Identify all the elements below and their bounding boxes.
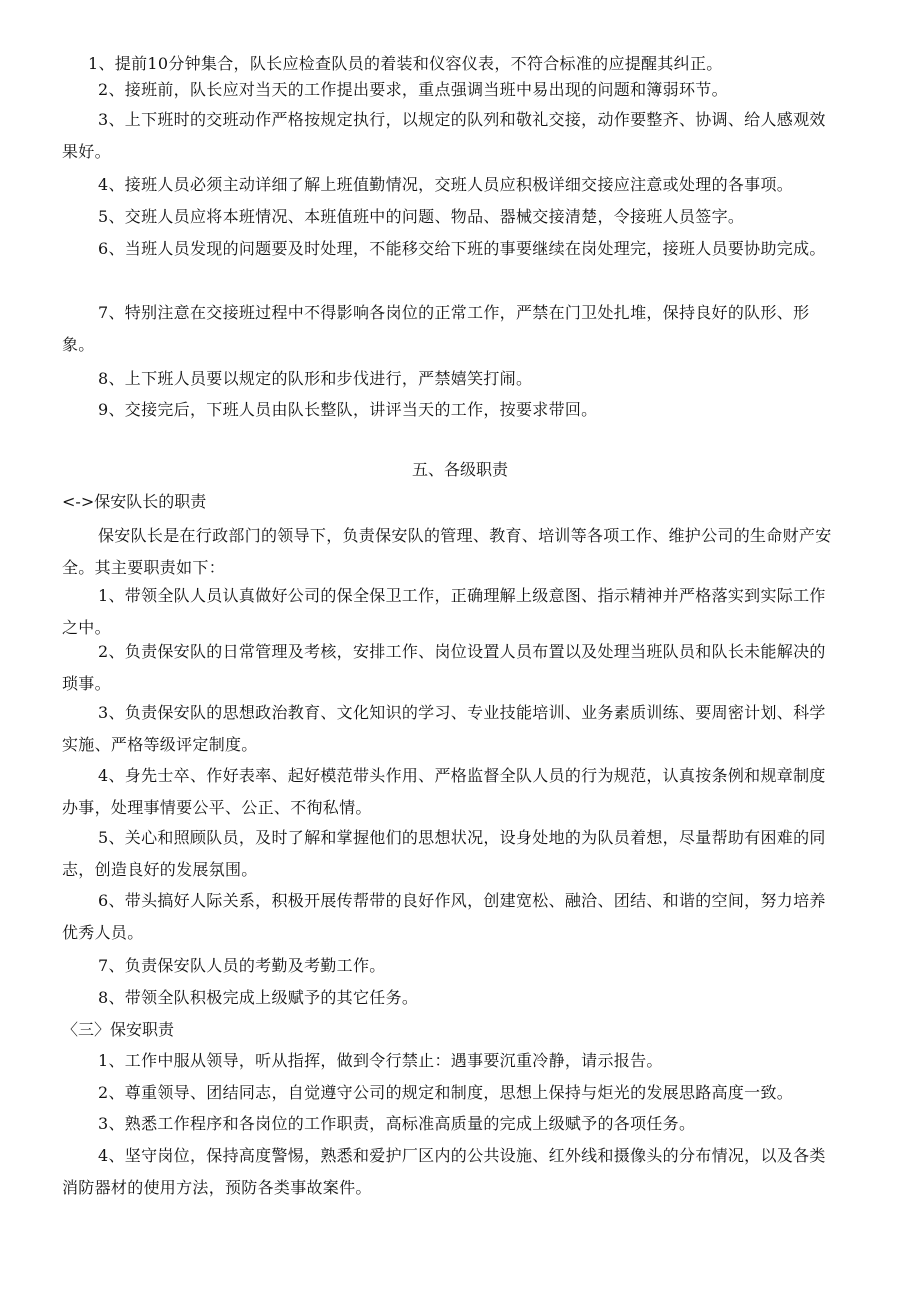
guard-item-3: 3、熟悉工作程序和各岗位的工作职责，高标准高质量的完成上级赋予的各项任务。 bbox=[98, 1114, 696, 1133]
captain-intro: 保安队长是在行政部门的领导下，负责保安队的管理、教育、培训等各项工作、维护公司的生命财产安全。其主要职责如下： bbox=[62, 526, 832, 577]
captain-heading: <->保安队长的职责 bbox=[62, 492, 207, 511]
guard-item-2: 2、尊重领导、团结同志，自觉遵守公司的规定和制度，思想上保持与炬光的发展思路高度一致。 bbox=[98, 1083, 794, 1102]
rule-9: 9、交接完后，下班人员由队长整队，讲评当天的工作，按要求带回。 bbox=[98, 400, 598, 419]
guard-heading: 〈三〉保安职责 bbox=[62, 1020, 175, 1039]
captain-item-6: 6、带头搞好人际关系，积极开展传帮带的良好作风，创建宽松、融洽、团结、和谐的空间，努力培养优秀人员。 bbox=[62, 891, 826, 942]
captain-item-1: 1、带领全队人员认真做好公司的保全保卫工作，正确理解上级意图、指示精神并严格落实到实际工作之中。 bbox=[62, 586, 826, 637]
captain-item-5: 5、关心和照顾队员，及时了解和掌握他们的思想状况，设身处地的为队员着想，尽量帮助有困难的同志，创造良好的发展氛围。 bbox=[62, 828, 826, 879]
rule-1: 1、提前10分钟集合，队长应检查队员的着装和仪容仪表，不符合标准的应提醒其纠正。 bbox=[88, 54, 723, 73]
rule-6: 6、当班人员发现的问题要及时处理，不能移交给下班的事要继续在岗处理完，接班人员要协助完成。 bbox=[98, 239, 826, 258]
rule-7: 7、特别注意在交接班过程中不得影响各岗位的正常工作，严禁在门卫处扎堆，保持良好的队形、形象。 bbox=[62, 303, 810, 354]
rule-3: 3、上下班时的交班动作严格按规定执行，以规定的队列和敬礼交接，动作要整齐、协调、给人感观效果好。 bbox=[62, 110, 826, 161]
section-title: 五、各级职责 bbox=[411, 460, 508, 479]
captain-item-4: 4、身先士卒、作好表率、起好模范带头作用、严格监督全队人员的行为规范，认真按条例和规章制度办事，处理事情要公平、公正、不徇私情。 bbox=[62, 766, 826, 817]
guard-item-1: 1、工作中服从领导，听从指挥，做到令行禁止：遇事要沉重冷静，请示报告。 bbox=[98, 1051, 663, 1070]
rule-5: 5、交班人员应将本班情况、本班值班中的问题、物品、器械交接清楚，令接班人员签字。 bbox=[98, 207, 745, 226]
captain-item-3: 3、负责保安队的思想政治教育、文化知识的学习、专业技能培训、业务素质训练、要周密计划、科学实施、严格等级评定制度。 bbox=[62, 703, 826, 754]
rule-4: 4、接班人员必须主动详细了解上班值勤情况，交班人员应积极详细交接应注意或处理的各事项。 bbox=[98, 175, 794, 194]
rule-8: 8、上下班人员要以规定的队形和步伐进行，严禁嬉笑打闹。 bbox=[98, 369, 533, 388]
captain-item-7: 7、负责保安队人员的考勤及考勤工作。 bbox=[98, 956, 386, 975]
captain-item-8: 8、带领全队积极完成上级赋予的其它任务。 bbox=[98, 988, 419, 1007]
rule-2: 2、接班前，队长应对当天的工作提出要求，重点强调当班中易出现的问题和簿弱环节。 bbox=[98, 80, 728, 99]
captain-item-2: 2、负责保安队的日常管理及考核，安排工作、岗位设置人员布置以及处理当班队员和队长未能解决的琐事。 bbox=[62, 642, 826, 693]
guard-item-4: 4、坚守岗位，保持高度警惕，熟悉和爱护厂区内的公共设施、红外线和摄像头的分布情况，以及各类消防器材的使用方法，预防各类事故案件。 bbox=[62, 1146, 826, 1197]
